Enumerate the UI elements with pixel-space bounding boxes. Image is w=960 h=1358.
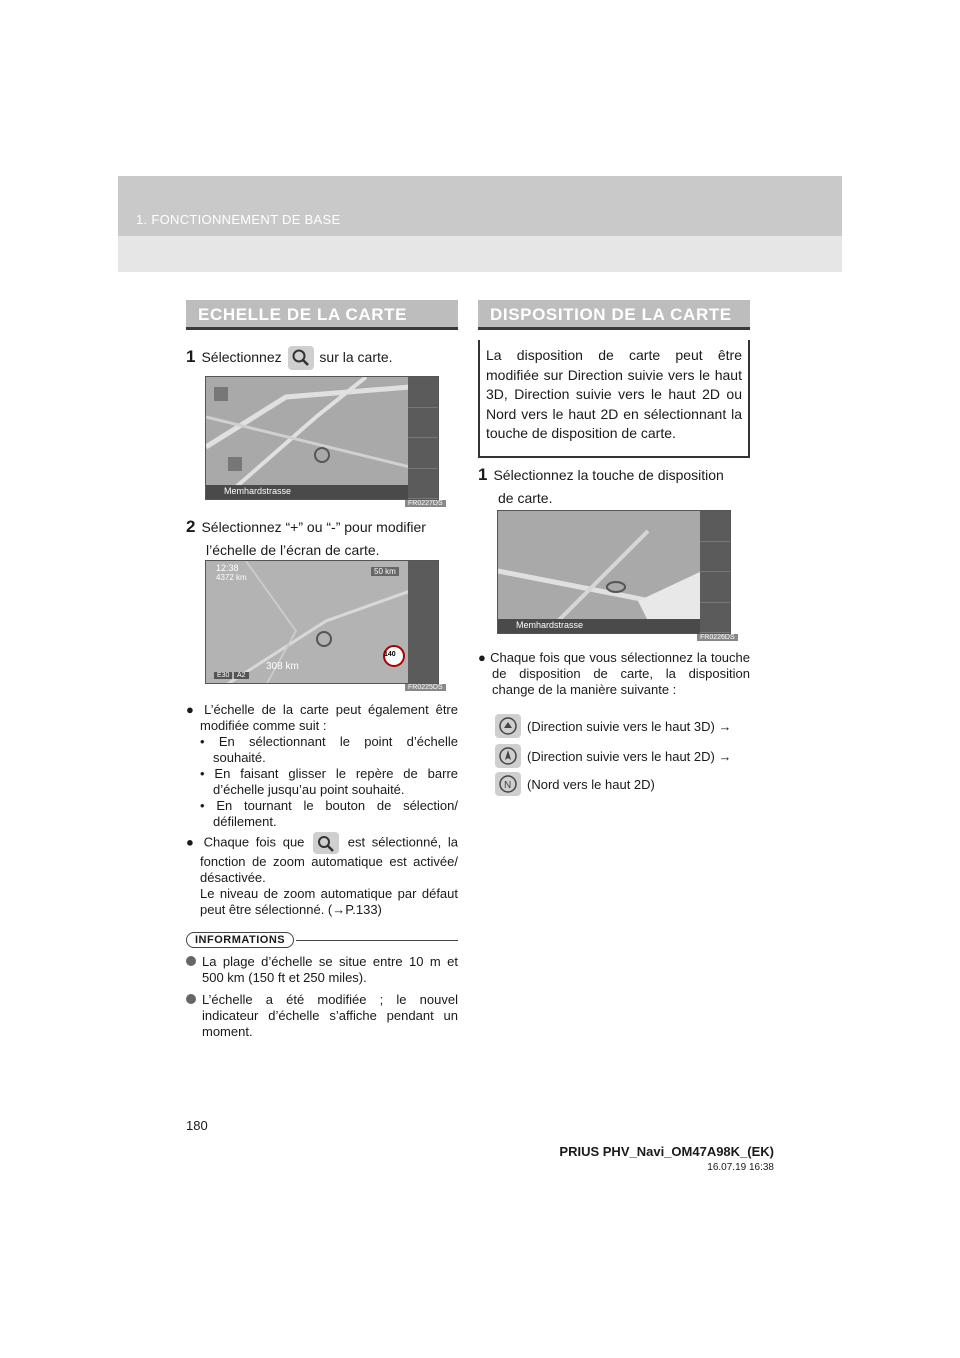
figure-code: FR0227DS: [405, 500, 446, 507]
section-title-echelle: ECHELLE DE LA CARTE: [186, 300, 458, 330]
info-item: La plage d’échelle se situe entre 10 m et 500 km (150 ft et 250 miles).: [186, 954, 458, 986]
street-name: Memhardstrasse: [498, 619, 700, 633]
map-area: [498, 511, 700, 633]
map-area: 12:38 4372 km 308 km 140 50 km E30 A2: [206, 561, 408, 683]
step-2-left: 2 Sélectionnez “+” ou “-” pour modifier l’échelle de l’écran de carte.: [186, 517, 426, 558]
map-screenshot-scale: [205, 560, 439, 684]
zoom-icon: [288, 346, 314, 370]
map-layout-icon[interactable]: [700, 572, 730, 603]
bullet-dot-icon: [186, 956, 196, 966]
zoom-icon[interactable]: [408, 408, 438, 439]
auto-zoom-bullet: ● Chaque fois que est sélectionné, la fonction de zoom automatique est activée/ désactivée. Le niveau de zoom automatique par défaut peut être sélectionné. (→P.133): [186, 832, 458, 918]
mute-icon[interactable]: [408, 469, 438, 500]
map-screenshot-zoom: [205, 376, 439, 500]
print-date: 16.07.19 16:38: [707, 1162, 774, 1173]
bullet-text: ● L’échelle de la carte peut également être modifiée comme suit :: [186, 702, 458, 733]
sub-item: • En tournant le bouton de sélection/ défilement.: [200, 798, 458, 829]
mode-heading-up-2d: (Direction suivie vers le haut 2D) →: [495, 744, 750, 768]
divider: [296, 940, 458, 941]
map-screenshot-layout: [497, 510, 731, 634]
mode-heading-up-3d: (Direction suivie vers le haut 3D) →: [495, 714, 750, 738]
scale-bar[interactable]: [408, 561, 438, 683]
flag-icon[interactable]: [408, 377, 438, 408]
auto-zoom-icon: [313, 832, 339, 854]
step-1-right: 1 Sélectionnez la touche de disposition de carte.: [478, 465, 724, 506]
chapter-title: 1. FONCTIONNEMENT DE BASE: [136, 212, 341, 227]
sub-item: • En faisant glisser le repère de barre d’échelle jusqu’au point souhaité.: [200, 766, 458, 797]
step-1-left: 1 Sélectionnez sur la carte.: [186, 345, 458, 370]
info-item: L’échelle a été modifiée ; le nouvel indicateur d’échelle s’affiche pendant un moment.: [186, 992, 458, 1040]
heading-up-3d-icon: [495, 714, 521, 738]
document-id: PRIUS PHV_Navi_OM47A98K_(EK): [559, 1144, 774, 1159]
street-name: Memhardstrasse: [206, 485, 408, 499]
map-layout-icon[interactable]: [408, 438, 438, 469]
map-side-buttons: [408, 377, 438, 499]
figure-code: FR0225DS: [405, 684, 446, 691]
figure-code: FR0226DS: [697, 634, 738, 641]
flag-icon[interactable]: [700, 511, 730, 542]
chapter-header-top: [118, 176, 842, 236]
map-side-buttons: [700, 511, 730, 633]
north-up-icon: [495, 772, 521, 796]
zoom-icon[interactable]: [700, 542, 730, 573]
layout-bullet: ● Chaque fois que vous sélectionnez la touche de disposition de carte, la disposition change de la manière suivante :: [478, 650, 750, 697]
map-area: [206, 377, 408, 499]
bullet-dot-icon: [186, 994, 196, 1004]
scale-bullets: [186, 702, 458, 830]
information-box: [186, 930, 458, 1040]
sub-item: • En sélectionnant le point d’échelle souhaité.: [200, 734, 458, 765]
page-number: 180: [186, 1118, 208, 1133]
chapter-header: [118, 176, 842, 272]
mode-north-up-2d: N (Nord vers le haut 2D): [495, 772, 655, 796]
information-label: INFORMATIONS: [186, 932, 294, 948]
mute-icon[interactable]: [700, 603, 730, 634]
section-title-disposition: DISPOSITION DE LA CARTE: [478, 300, 750, 330]
svg-text:N: N: [504, 780, 512, 791]
layout-description: La disposition de carte peut être modifiée sur Direction suivie vers le haut 3D, Direction suivie vers le haut 2D ou Nord vers le haut 2D en sélectionnant la touche de disposition de carte.: [478, 340, 750, 458]
heading-up-2d-icon: [495, 744, 521, 768]
